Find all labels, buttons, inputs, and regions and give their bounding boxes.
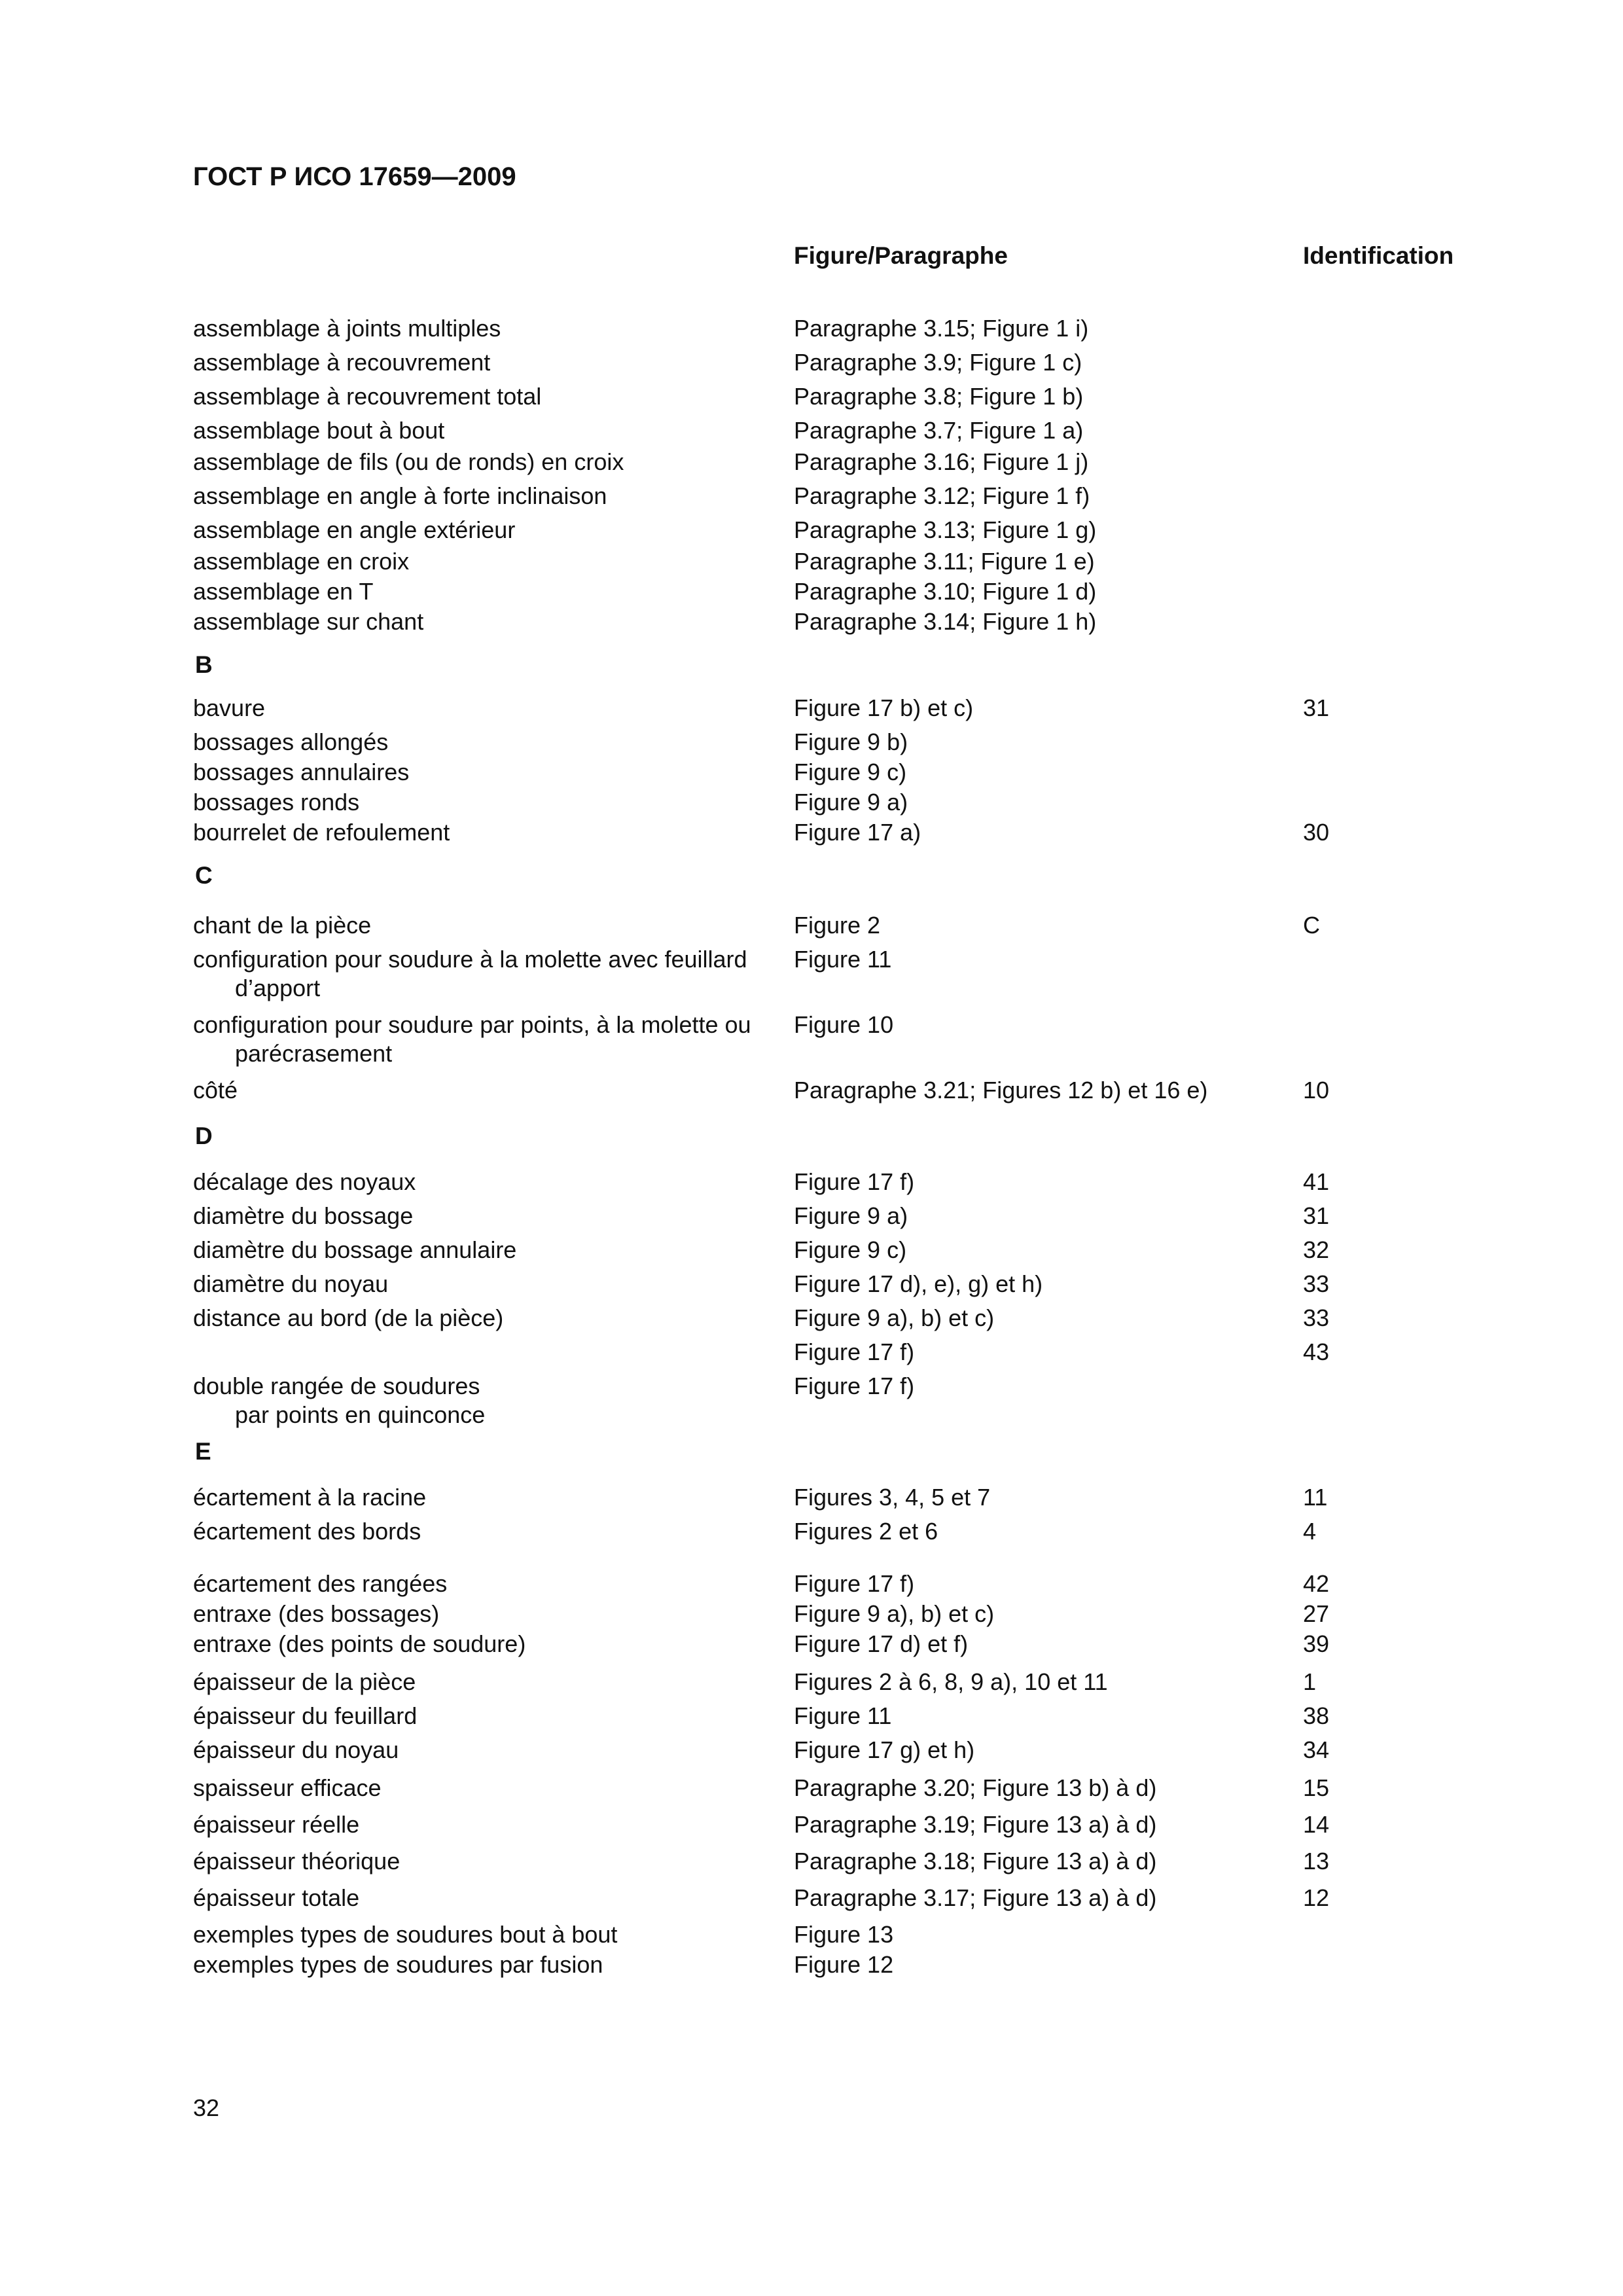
index-term-text: entraxe (des points de soudure) [193, 1630, 526, 1657]
index-reference: Figure 17 a) [794, 819, 921, 846]
index-term-text: écartement à la racine [193, 1484, 427, 1511]
index-term [193, 818, 782, 847]
index-reference: Paragraphe 3.17; Figure 13 a) à d) [794, 1884, 1157, 1911]
index-term-text: assemblage sur chant [193, 608, 424, 635]
index-term-text: assemblage à recouvrement [193, 349, 491, 376]
index-term-text: exemples types de soudures par fusion [193, 1951, 603, 1978]
index-term-text: bossages allongés [193, 728, 389, 755]
index-reference: Figures 2 à 6, 8, 9 a), 10 et 11 [794, 1668, 1108, 1695]
index-term-text: chant de la pièce [193, 912, 372, 939]
index-reference: Paragraphe 3.13; Figure 1 g) [794, 516, 1097, 543]
index-term [193, 1202, 782, 1230]
index-term [193, 1668, 782, 1696]
index-term [193, 758, 782, 787]
index-term [193, 1736, 782, 1765]
index-term-continuation: parécrasement [235, 1040, 393, 1067]
index-term [193, 1702, 782, 1731]
index-reference: Paragraphe 3.19; Figure 13 a) à d) [794, 1811, 1157, 1838]
column-header-figure: Figure/Paragraphe [794, 242, 1008, 269]
index-term-text: épaisseur théorique [193, 1848, 401, 1874]
index-reference: Figure 11 [794, 1702, 892, 1729]
index-term-text: bossages annulaires [193, 759, 410, 785]
index-term [193, 1570, 782, 1598]
index-identification: 15 [1303, 1774, 1330, 1801]
index-term [193, 1168, 782, 1196]
index-reference: Paragraphe 3.12; Figure 1 f) [794, 482, 1090, 509]
index-term-continuation: par points en quinconce [235, 1401, 486, 1428]
index-term [193, 1774, 782, 1803]
index-identification: 30 [1303, 819, 1330, 846]
index-reference: Figure 17 d), e), g) et h) [794, 1270, 1043, 1297]
index-term-text: exemples types de soudures bout à bout [193, 1921, 618, 1948]
index-term [193, 1847, 782, 1876]
index-identification: 11 [1303, 1484, 1328, 1511]
index-reference: Paragraphe 3.16; Figure 1 j) [794, 448, 1089, 475]
index-reference: Figure 9 c) [794, 1236, 907, 1263]
index-reference: Figure 10 [794, 1011, 894, 1038]
index-term [193, 448, 782, 476]
index-term [193, 314, 782, 343]
index-term [193, 348, 782, 377]
index-identification: 14 [1303, 1811, 1330, 1838]
index-term-text: distance au bord (de la pièce) [193, 1304, 504, 1331]
index-identification: C [1303, 912, 1320, 939]
index-reference: Figure 11 [794, 946, 892, 973]
index-term-text: diamètre du bossage [193, 1202, 414, 1229]
index-reference: Figure 12 [794, 1951, 894, 1978]
section-letter: E [195, 1438, 211, 1465]
index-identification: 31 [1303, 694, 1330, 721]
index-term [193, 1884, 782, 1912]
index-term [193, 547, 782, 576]
document-header: ГОСТ Р ИСО 17659—2009 [193, 162, 516, 191]
index-identification: 13 [1303, 1848, 1330, 1874]
index-term-text: assemblage en T [193, 578, 374, 605]
index-term [193, 577, 782, 606]
index-identification: 31 [1303, 1202, 1330, 1229]
index-term [193, 1236, 782, 1265]
index-term [193, 694, 782, 723]
index-term [193, 482, 782, 511]
index-reference: Figure 17 f) [794, 1338, 915, 1365]
section-letter: D [195, 1122, 213, 1149]
index-term [193, 945, 782, 1003]
index-reference: Figure 9 a) [794, 789, 908, 816]
index-reference: Figure 13 [794, 1921, 894, 1948]
index-term-text: spaisseur efficace [193, 1774, 382, 1801]
index-term-text: côté [193, 1077, 238, 1103]
index-term-text: épaisseur du feuillard [193, 1702, 418, 1729]
index-identification: 39 [1303, 1630, 1330, 1657]
index-reference: Paragraphe 3.8; Figure 1 b) [794, 383, 1084, 410]
index-term-text: épaisseur de la pièce [193, 1668, 416, 1695]
index-term-continuation: d’apport [235, 975, 321, 1001]
index-identification: 33 [1303, 1270, 1330, 1297]
index-term [193, 788, 782, 817]
index-reference: Paragraphe 3.14; Figure 1 h) [794, 608, 1097, 635]
index-term-text: entraxe (des bossages) [193, 1600, 440, 1627]
index-term-text: assemblage en angle à forte inclinaison [193, 482, 607, 509]
index-reference: Figures 3, 4, 5 et 7 [794, 1484, 991, 1511]
index-reference: Figure 9 a), b) et c) [794, 1600, 995, 1627]
index-term [193, 728, 782, 757]
index-term [193, 911, 782, 940]
index-identification: 1 [1303, 1668, 1317, 1695]
index-term-text: bavure [193, 694, 266, 721]
index-term-text: assemblage à recouvrement total [193, 383, 542, 410]
index-term-text: assemblage de fils (ou de ronds) en croix [193, 448, 624, 475]
index-identification: 12 [1303, 1884, 1330, 1911]
index-reference: Figure 17 f) [794, 1570, 915, 1597]
index-term-text: bossages ronds [193, 789, 360, 816]
index-term-text: assemblage à joints multiples [193, 315, 501, 342]
index-reference: Figure 17 f) [794, 1372, 915, 1399]
index-identification: 32 [1303, 1236, 1330, 1263]
index-term-text: bourrelet de refoulement [193, 819, 450, 846]
index-term-text: écartement des rangées [193, 1570, 448, 1597]
index-reference: Figure 9 b) [794, 728, 908, 755]
index-term-text: double rangée de soudures [193, 1372, 480, 1399]
section-letter: B [195, 651, 213, 678]
index-term [193, 1517, 782, 1546]
index-identification: 43 [1303, 1338, 1330, 1365]
index-reference: Figure 9 a) [794, 1202, 908, 1229]
index-term [193, 607, 782, 636]
index-term [193, 1630, 782, 1659]
index-term [193, 1920, 782, 1949]
index-term [193, 1304, 782, 1333]
index-term [193, 516, 782, 545]
index-reference: Paragraphe 3.21; Figures 12 b) et 16 e) [794, 1077, 1208, 1103]
index-reference: Figure 2 [794, 912, 881, 939]
index-term [193, 1372, 782, 1429]
index-term [193, 382, 782, 411]
index-identification: 42 [1303, 1570, 1330, 1597]
index-identification: 41 [1303, 1168, 1330, 1195]
index-term [193, 1810, 782, 1839]
index-identification: 38 [1303, 1702, 1330, 1729]
index-reference: Figure 17 d) et f) [794, 1630, 969, 1657]
index-identification: 27 [1303, 1600, 1330, 1627]
index-term-text: diamètre du noyau [193, 1270, 389, 1297]
index-reference: Figure 17 g) et h) [794, 1736, 975, 1763]
index-reference: Paragraphe 3.10; Figure 1 d) [794, 578, 1097, 605]
index-reference: Paragraphe 3.7; Figure 1 a) [794, 417, 1084, 444]
index-identification: 10 [1303, 1077, 1330, 1103]
index-term [193, 416, 782, 445]
index-reference: Paragraphe 3.15; Figure 1 i) [794, 315, 1089, 342]
index-term-text: assemblage en croix [193, 548, 410, 575]
index-reference: Paragraphe 3.20; Figure 13 b) à d) [794, 1774, 1157, 1801]
index-term [193, 1950, 782, 1979]
index-reference: Paragraphe 3.9; Figure 1 c) [794, 349, 1082, 376]
page-number: 32 [193, 2094, 220, 2121]
index-term-text: configuration pour soudure par points, à la molette ou [193, 1011, 751, 1038]
index-term [193, 1076, 782, 1105]
column-header-identification: Identification [1303, 242, 1454, 269]
index-reference: Paragraphe 3.11; Figure 1 e) [794, 548, 1095, 575]
index-reference: Paragraphe 3.18; Figure 13 a) à d) [794, 1848, 1157, 1874]
index-term-text: assemblage en angle extérieur [193, 516, 516, 543]
index-term-text: configuration pour soudure à la molette avec feuillard [193, 946, 747, 973]
index-reference: Figure 9 a), b) et c) [794, 1304, 995, 1331]
index-term [193, 1270, 782, 1299]
index-term-text: épaisseur du noyau [193, 1736, 399, 1763]
index-identification: 34 [1303, 1736, 1330, 1763]
index-reference: Figure 9 c) [794, 759, 907, 785]
index-term [193, 1600, 782, 1628]
index-identification: 33 [1303, 1304, 1330, 1331]
index-term [193, 1011, 782, 1068]
index-term [193, 1483, 782, 1512]
index-term-text: épaisseur totale [193, 1884, 360, 1911]
index-reference: Figure 17 f) [794, 1168, 915, 1195]
index-term-text: diamètre du bossage annulaire [193, 1236, 517, 1263]
section-letter: C [195, 862, 213, 889]
index-term-text: assemblage bout à bout [193, 417, 445, 444]
index-identification: 4 [1303, 1518, 1317, 1545]
index-term-text: écartement des bords [193, 1518, 421, 1545]
index-term-text: épaisseur réelle [193, 1811, 360, 1838]
index-reference: Figures 2 et 6 [794, 1518, 938, 1545]
index-reference: Figure 17 b) et c) [794, 694, 974, 721]
index-term-text: décalage des noyaux [193, 1168, 416, 1195]
